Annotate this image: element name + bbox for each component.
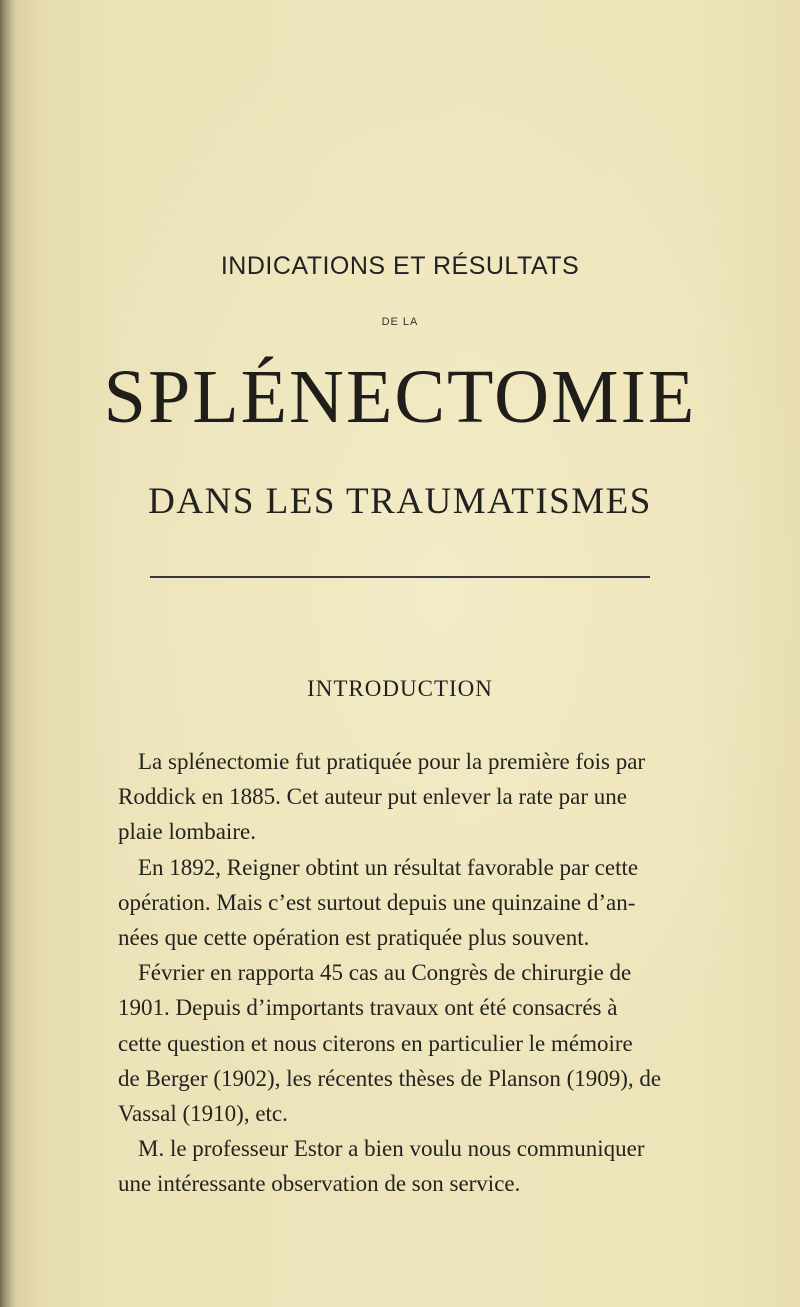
horizontal-rule <box>150 576 650 578</box>
body-line: une intéressante observation de son service. <box>118 1171 521 1197</box>
title-splenectomie: SPLÉNECTOMIE <box>103 355 697 439</box>
title-dans-les-traumatismes: DANS LES TRAUMATISMES <box>148 481 652 522</box>
body-line: La splénectomie fut pratiquée pour la première fois par <box>138 749 646 774</box>
body-line: 1901. Depuis d’importants travaux ont été consacrés à <box>118 995 618 1021</box>
body-line: Février en rapporta 45 cas au Congrès de chirurgie de <box>138 960 632 986</box>
page-binding-edge <box>0 0 16 1307</box>
body-line: cette question et nous citerons en particulier le mémoire <box>118 1030 633 1056</box>
body-paragraphs <box>118 744 678 1202</box>
title-indications: INDICATIONS ET RÉSULTATS <box>220 252 580 280</box>
section-heading-introduction: INTRODUCTION <box>307 676 493 701</box>
body-line: nées que cette opération est pratiquée plus souvent. <box>118 925 590 951</box>
body-line: M. le professeur Estor a bien voulu nous communiquer <box>138 1136 645 1162</box>
body-line: opération. Mais c’est surtout depuis une quinzaine d’an- <box>118 889 636 915</box>
body-line: plaie lombaire. <box>118 819 256 845</box>
body-line: En 1892, Reigner obtint un résultat favorable par cette <box>138 854 639 880</box>
title-de-la: DE LA <box>381 316 419 328</box>
body-line: Roddick en 1885. Cet auteur put enlever la rate par une <box>118 784 628 810</box>
body-line: de Berger (1902), les récentes thèses de Planson (1909), de <box>118 1065 662 1091</box>
body-line: Vassal (1910), etc. <box>118 1101 288 1127</box>
